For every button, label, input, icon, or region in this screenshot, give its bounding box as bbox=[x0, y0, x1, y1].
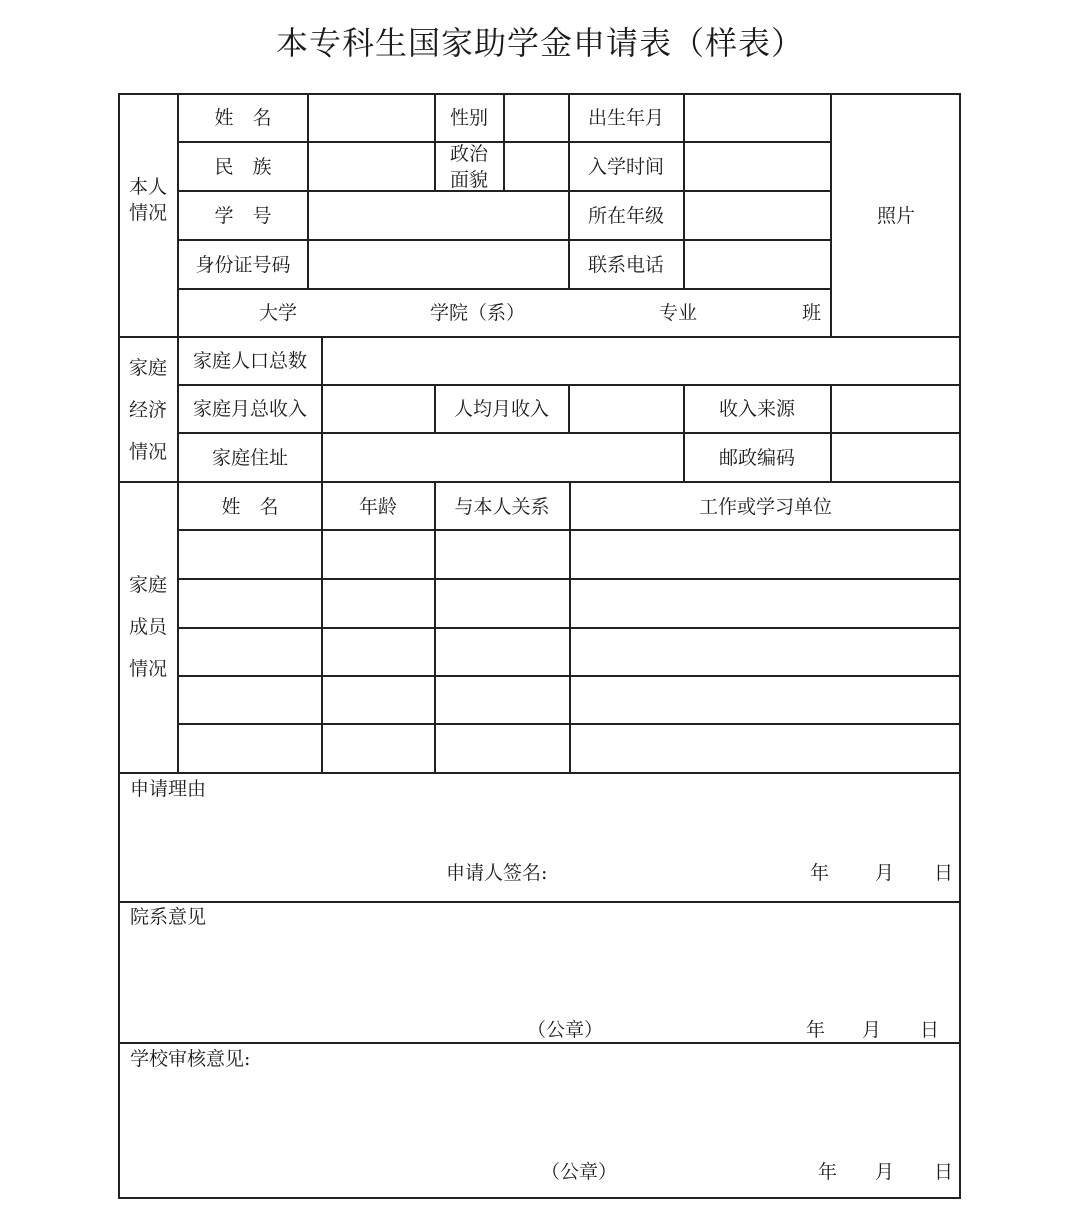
label-name: 姓 名 bbox=[214, 107, 272, 129]
label-major: 专业 bbox=[659, 302, 698, 324]
label-ethnicity: 民 族 bbox=[214, 156, 272, 178]
school-year: 年 bbox=[818, 1161, 838, 1183]
header-member-name: 姓 名 bbox=[221, 496, 279, 518]
header-member-workplace: 工作或学习单位 bbox=[698, 496, 832, 518]
label-application-reason: 申请理由 bbox=[130, 778, 207, 800]
label-income-source: 收入来源 bbox=[718, 398, 795, 420]
label-household-size: 家庭人口总数 bbox=[192, 350, 307, 372]
reason-day: 日 bbox=[934, 862, 954, 884]
reason-year: 年 bbox=[810, 862, 830, 884]
label-enrollment-time: 入学时间 bbox=[587, 156, 664, 178]
label-per-capita-income: 人均月收入 bbox=[453, 398, 549, 420]
label-class: 班 bbox=[802, 302, 822, 324]
label-grade: 所在年级 bbox=[587, 205, 664, 227]
label-postal-code: 邮政编码 bbox=[718, 447, 795, 469]
label-college: 学院（系） bbox=[430, 302, 526, 324]
section-members-label: 家庭成员情况 bbox=[128, 574, 167, 680]
header-member-relation: 与本人关系 bbox=[454, 496, 550, 518]
reason-month: 月 bbox=[875, 862, 895, 884]
section-economic-label: 家庭经济情况 bbox=[128, 357, 167, 463]
school-day: 日 bbox=[934, 1161, 954, 1183]
department-seal: （公章） bbox=[527, 1019, 604, 1041]
department-year: 年 bbox=[806, 1019, 826, 1041]
label-phone: 联系电话 bbox=[587, 254, 664, 276]
label-department-opinion: 院系意见 bbox=[130, 906, 207, 928]
label-student-id: 学 号 bbox=[214, 205, 272, 227]
label-applicant-signature: 申请人签名: bbox=[446, 862, 548, 884]
department-day: 日 bbox=[920, 1019, 940, 1041]
label-school-opinion: 学校审核意见: bbox=[130, 1048, 251, 1070]
page-title: 本专科生国家助学金申请表（样表） bbox=[275, 24, 804, 62]
label-monthly-income: 家庭月总收入 bbox=[192, 398, 307, 420]
department-month: 月 bbox=[862, 1019, 882, 1041]
label-university: 大学 bbox=[259, 302, 298, 324]
label-political-status: 政治面貌 bbox=[449, 143, 488, 191]
school-month: 月 bbox=[875, 1161, 895, 1183]
label-birth-date: 出生年月 bbox=[587, 107, 664, 129]
school-seal: （公章） bbox=[541, 1161, 618, 1183]
photo-placeholder: 照片 bbox=[876, 205, 915, 227]
label-home-address: 家庭住址 bbox=[211, 447, 288, 469]
label-id-number: 身份证号码 bbox=[195, 254, 291, 276]
header-member-age: 年龄 bbox=[358, 496, 397, 518]
section-personal-label: 本人情况 bbox=[128, 176, 167, 224]
label-gender: 性别 bbox=[449, 107, 488, 129]
